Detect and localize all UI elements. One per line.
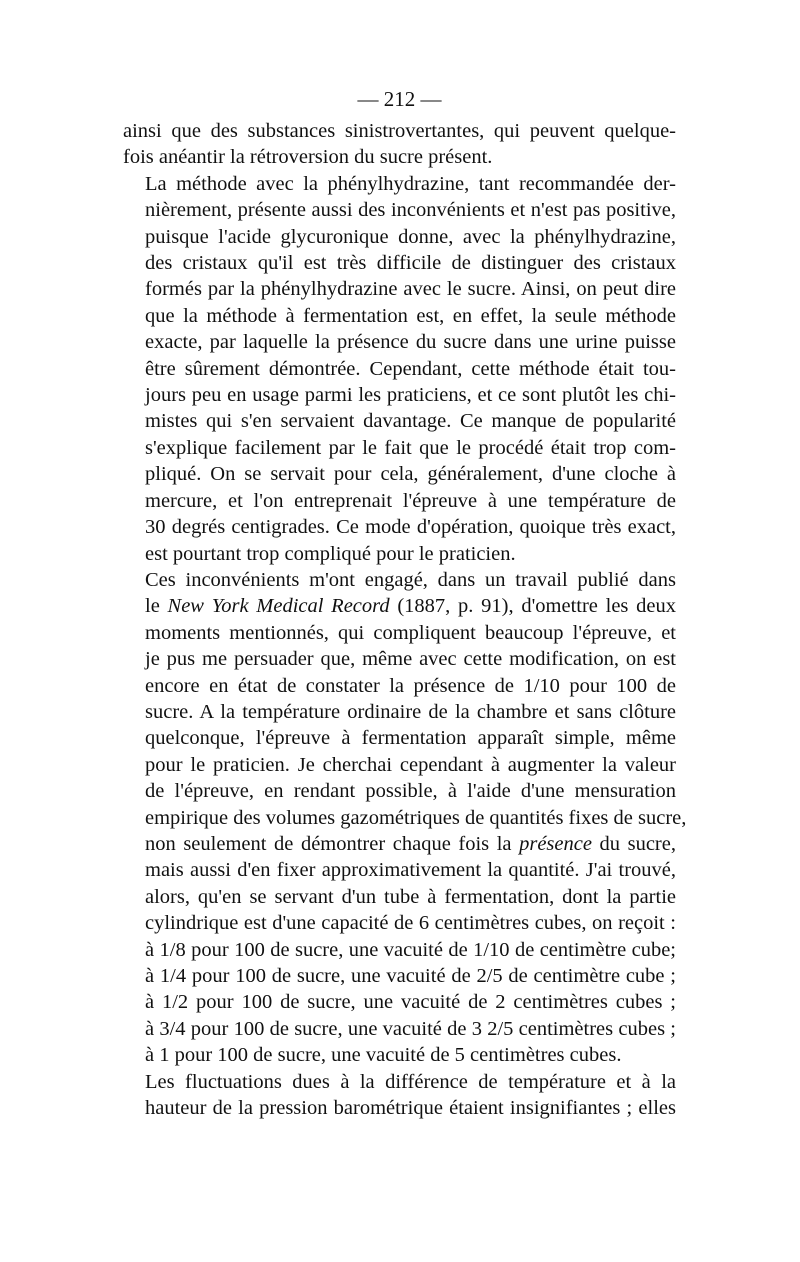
text-line: ainsi que des substances sinistrovertantes, qui peuvent quelque- [123,120,676,142]
text-line: exacte, par laquelle la présence du sucre dans une urine puisse [145,331,676,354]
text-line: jours peu en usage parmi les praticiens, et ce sont plutôt les chi- [145,384,676,407]
text-line: fois anéantir la rétroversion du sucre présent. [123,146,493,169]
paragraph [123,118,676,171]
text-line: pliqué. On se servait pour cela, généralement, d'une cloche à [145,463,676,486]
text-line: est pourtant trop compliqué pour le praticien. [145,542,516,565]
paragraph [123,171,676,567]
text-line: Ces inconvénients m'ont engagé, dans un travail publié dans [145,568,676,591]
text-line: encore en état de constater la présence de 1/10 pour 100 de [145,674,676,697]
text-line: à 1/2 pour 100 de sucre, une vacuité de 2 centimètres cubes ; [145,991,676,1014]
text-line: le New York Medical Record (1887, p. 91), d'omettre les deux [145,595,676,618]
text-line: Les fluctuations dues à la différence de température et à la [145,1070,676,1093]
text-line: à 1/4 pour 100 de sucre, une vacuité de 2/5 de centimètre cube ; [145,965,676,987]
text-line: alors, qu'en se servant d'un tube à fermentation, dont la partie [145,885,676,908]
text-line: de l'épreuve, en rendant possible, à l'aide d'une mensuration [145,780,676,803]
italic-text: présence [519,832,592,855]
text-line: nièrement, présente aussi des inconvénients et n'est pas positive, [145,199,676,222]
text-line: 30 degrés centigrades. Ce mode d'opération, quoique très exact, [145,516,676,539]
text-line: à 1/8 pour 100 de sucre, une vacuité de 1/10 de centimètre cube; [145,938,676,961]
text-line: à 3/4 pour 100 de sucre, une vacuité de 3 2/5 centimètres cubes ; [145,1017,676,1040]
book-page [123,86,687,1121]
text-line: s'explique facilement par le fait que le procédé était trop com- [145,436,676,459]
text-line: non seulement de démontrer chaque fois la présence du sucre, [145,832,676,855]
text-line: je pus me persuader que, même avec cette modification, on est [145,648,676,671]
text-line: La méthode avec la phénylhydrazine, tant recommandée der- [145,172,676,195]
page-body-text [123,118,687,1121]
text-line: pour le praticien. Je cherchai cependant à augmenter la valeur [145,753,676,776]
italic-text: New York Medical Record [167,595,390,618]
text-line: cylindrique est d'une capacité de 6 centimètres cubes, on reçoit : [145,912,676,935]
text-line: mais aussi d'en fixer approximativement la quantité. J'ai trouvé, [145,859,676,882]
text-line: mistes qui s'en servaient davantage. Ce manque de popularité [145,410,676,433]
text-line: formés par la phénylhydrazine avec le sucre. Ainsi, on peut dire [145,278,676,301]
page-number: — 212 — [357,87,442,111]
text-line: que la méthode à fermentation est, en effet, la seule méthode [145,304,676,327]
paragraph [123,567,687,1069]
text-line: à 1 pour 100 de sucre, une vacuité de 5 centimètres cubes. [145,1044,622,1067]
text-line: sucre. A la température ordinaire de la chambre et sans clôture [145,700,676,723]
text-line: être sûrement démontrée. Cependant, cette méthode était tou- [145,357,676,380]
text-line: quelconque, l'épreuve à fermentation apparaît simple, même [145,727,676,750]
text-line: empirique des volumes gazométriques de quantités fixes de sucre, [145,806,687,829]
text-line: puisque l'acide glycuronique donne, avec la phénylhydrazine, [145,225,676,248]
text-line: hauteur de la pression barométrique étaient insignifiantes ; elles [145,1097,676,1120]
text-line: moments mentionnés, qui compliquent beaucoup l'épreuve, et [145,621,676,644]
paragraph [123,1069,676,1122]
text-line: mercure, et l'on entreprenait l'épreuve à une température de [145,489,676,512]
text-line: des cristaux qu'il est très difficile de distinguer des cristaux [145,252,676,275]
